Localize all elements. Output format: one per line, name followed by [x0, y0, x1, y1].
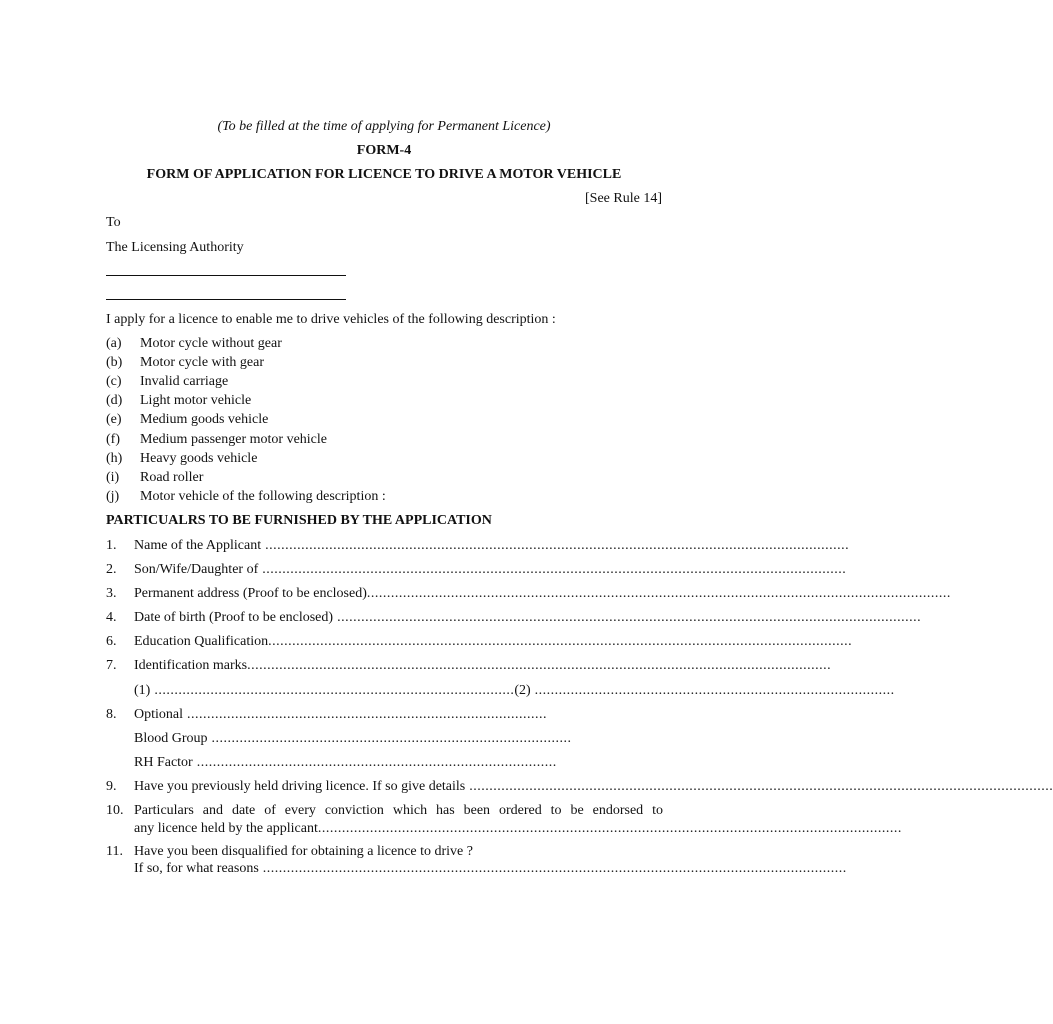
field-label: Date of birth (Proof to be enclosed)	[134, 610, 334, 625]
conviction-field[interactable]	[134, 820, 902, 837]
vehicle-option: Heavy goods vehicle	[140, 451, 258, 466]
vehicle-label: (d)	[106, 393, 123, 408]
fill-line[interactable]: ..................................................................................................................................................	[247, 658, 832, 673]
licensing-authority: The Licensing Authority	[106, 240, 244, 255]
particulars-heading: PARTICUALRS TO BE FURNISHED BY THE APPLICATION	[106, 513, 492, 528]
rh-factor-field[interactable]	[134, 754, 557, 771]
item-number: 11.	[106, 844, 123, 859]
form-number: FORM-4	[356, 143, 412, 158]
vehicle-option: Motor vehicle of the following description :	[140, 489, 386, 504]
vehicle-option: Light motor vehicle	[140, 393, 252, 408]
vehicle-label: (b)	[106, 355, 123, 370]
item-number: 9.	[106, 779, 117, 794]
filing-note: (To be filled at the time of applying for Permanent Licence)	[217, 119, 551, 134]
vehicle-label: (a)	[106, 336, 122, 351]
field-label: RH Factor	[134, 755, 193, 770]
vehicle-label: (i)	[106, 470, 120, 485]
blood-group-field[interactable]	[134, 730, 572, 747]
date-of-birth-field[interactable]	[134, 609, 922, 626]
rule-reference: [See Rule 14]	[585, 191, 662, 206]
field-label: Son/Wife/Daughter of	[134, 562, 259, 577]
field-label: Optional	[134, 707, 183, 722]
identification-marks-row[interactable]	[134, 682, 895, 699]
mark-1-label: (1)	[134, 683, 151, 698]
disqualified-reasons-field[interactable]	[134, 860, 847, 877]
vehicle-label: (h)	[106, 451, 123, 466]
fill-line[interactable]: ..................................................................................................................................................	[333, 610, 922, 625]
fill-line[interactable]: ..................................................................................................................................................	[366, 586, 951, 601]
vehicle-label: (e)	[106, 412, 122, 427]
education-field[interactable]	[134, 633, 853, 650]
address-line-1[interactable]	[106, 275, 346, 276]
mark-1-fill[interactable]: ..........................................................................................	[150, 683, 515, 698]
item-number: 1.	[106, 538, 117, 553]
fill-line[interactable]: ..........................................................................................	[183, 707, 547, 722]
applicant-name-field[interactable]	[134, 537, 850, 554]
item-number: 8.	[106, 707, 117, 722]
fill-line[interactable]: ..................................................................................................................................................	[258, 562, 847, 577]
fill-line[interactable]: ..................................................................................................................................................	[261, 538, 850, 553]
vehicle-option: Invalid carriage	[140, 374, 229, 389]
fill-line[interactable]: ..................................................................................................................................................	[268, 634, 853, 649]
fill-line[interactable]: ..................................................................................................................................................	[317, 821, 902, 836]
fill-line[interactable]: ..........................................................................................	[192, 755, 557, 770]
permanent-address-field[interactable]	[134, 585, 951, 602]
conviction-text-line1: Particulars and date of every conviction which has been ordered to be endorsed to	[134, 803, 663, 818]
mark-2-fill[interactable]: ..........................................................................................	[530, 683, 895, 698]
fill-line[interactable]: ..........................................................................................	[207, 731, 572, 746]
address-line-2[interactable]	[106, 299, 346, 300]
field-label: Education Qualification	[134, 634, 269, 649]
field-label: Permanent address (Proof to be enclosed)	[134, 586, 367, 601]
previous-licence-field[interactable]	[134, 778, 1053, 795]
field-label: Identification marks	[134, 658, 248, 673]
optional-field[interactable]	[134, 706, 547, 723]
item-number: 2.	[106, 562, 117, 577]
field-label: Blood Group	[134, 731, 208, 746]
address-to: To	[106, 215, 121, 230]
vehicle-option: Motor cycle without gear	[140, 336, 282, 351]
intro-text: I apply for a licence to enable me to drive vehicles of the following description :	[106, 312, 556, 327]
item-number: 4.	[106, 610, 117, 625]
fill-line[interactable]: ..................................................................................................................................................	[465, 779, 1053, 794]
field-label: any licence held by the applicant	[134, 821, 318, 836]
identification-marks-field[interactable]	[134, 657, 832, 674]
vehicle-label: (f)	[106, 432, 120, 447]
vehicle-option: Medium passenger motor vehicle	[140, 432, 328, 447]
vehicle-option: Motor cycle with gear	[140, 355, 265, 370]
field-label: Have you previously held driving licence. If so give details	[134, 779, 466, 794]
relation-field[interactable]	[134, 561, 847, 578]
mark-2-label: (2)	[514, 683, 531, 698]
field-label: If so, for what reasons	[134, 861, 259, 876]
vehicle-label: (c)	[106, 374, 122, 389]
vehicle-option: Medium goods vehicle	[140, 412, 269, 427]
field-label: Name of the Applicant	[134, 538, 262, 553]
fill-line[interactable]: ..................................................................................................................................................	[258, 861, 847, 876]
vehicle-option: Road roller	[140, 470, 204, 485]
vehicle-label: (j)	[106, 489, 120, 504]
item-number: 6.	[106, 634, 117, 649]
item-number: 3.	[106, 586, 117, 601]
form-title: FORM OF APPLICATION FOR LICENCE TO DRIVE A MOTOR VEHICLE	[146, 167, 622, 182]
disqualified-question: Have you been disqualified for obtaining a licence to drive ?	[134, 844, 473, 859]
item-number: 7.	[106, 658, 117, 673]
item-number: 10.	[106, 803, 124, 818]
